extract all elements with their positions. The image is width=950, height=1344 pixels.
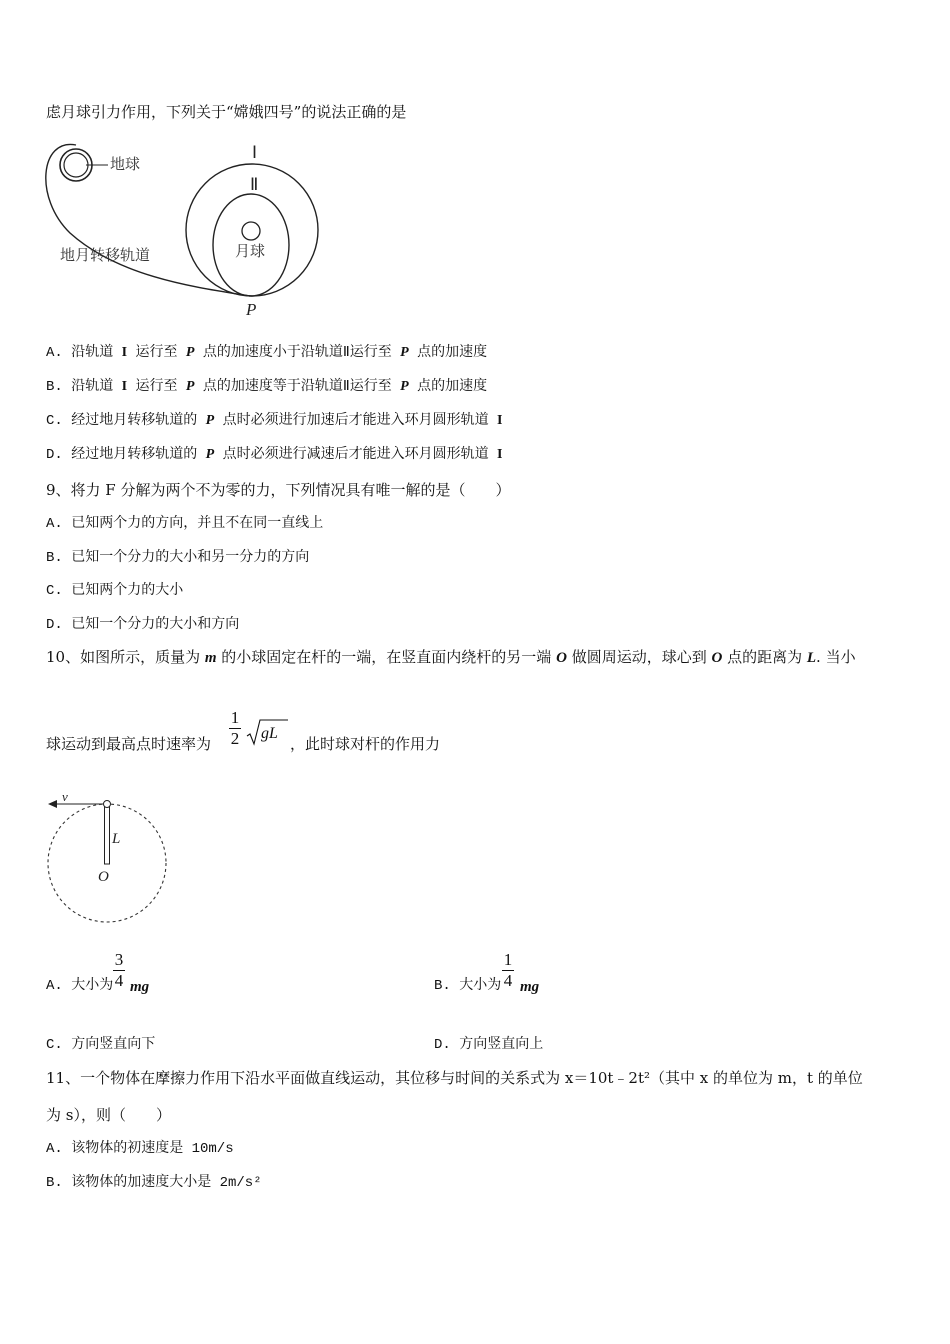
orbit-diagram xyxy=(40,138,340,320)
question-intro: 虑月球引力作用，下列关于“嫦娥四号”的说法正确的是 xyxy=(46,103,407,121)
q9-option-a[interactable]: A. 已知两个力的方向，并且不在同一直线上 xyxy=(46,516,324,532)
q10-option-b[interactable]: B. 大小为 xyxy=(434,978,502,994)
q9-option-b[interactable]: B. 已知一个分力的大小和另一分力的方向 xyxy=(46,550,310,566)
q9-stem: 9、将力 F 分解为两个不为零的力，下列情况具有唯一解的是（ ） xyxy=(46,481,511,499)
option-a-unit: mg xyxy=(130,979,150,995)
moon-label: 月球 xyxy=(235,244,266,260)
q8-option-d[interactable]: D. 经过地月转移轨道的 P 点时必须进行减速后才能进入环月圆形轨道 I xyxy=(46,447,503,463)
earth-label: 地球 xyxy=(110,157,141,173)
pivot-label: O xyxy=(98,869,109,885)
q8-option-b[interactable]: B. 沿轨道 I 运行至 P 点的加速度等于沿轨道Ⅱ运行至 P 点的加速度 xyxy=(46,379,488,395)
rod-diagram xyxy=(40,788,180,928)
orbit-1-label: Ⅰ xyxy=(252,143,258,162)
q10-option-a[interactable]: A. 大小为 xyxy=(46,978,114,994)
ball xyxy=(104,801,111,808)
q9-option-d[interactable]: D. 已知一个分力的大小和方向 xyxy=(46,617,240,633)
moon-circle xyxy=(242,222,260,240)
speed-fraction: 1 2 xyxy=(230,708,240,748)
rod xyxy=(105,804,110,864)
q10-stem-line2-pre: 球运动到最高点时速率为 xyxy=(46,735,212,753)
velocity-arrow xyxy=(48,800,57,808)
q10-stem-line1: 10、如图所示，质量为 m 的小球固定在杆的一端，在竖直面内绕杆的另一端 O 做圆周运动，球心到 O 点的距离为 L. 当小 xyxy=(46,648,856,666)
option-b-unit: mg xyxy=(520,979,540,995)
q10-option-c[interactable]: C. 方向竖直向下 xyxy=(46,1037,156,1053)
transfer-label: 地月转移轨道 xyxy=(60,248,151,264)
option-a-fraction: 3 4 xyxy=(114,950,124,990)
point-p-label: P xyxy=(246,300,257,319)
q11-stem-line1: 11、一个物体在摩擦力作用下沿水平面做直线运动，其位移与时间的关系式为 x＝10t﹣2t²（其中 x 的单位为 m，t 的单位 xyxy=(46,1069,863,1087)
option-b-fraction: 1 4 xyxy=(503,950,513,990)
q11-stem-line2: 为 s），则（ ） xyxy=(46,1106,171,1124)
q10-option-d[interactable]: D. 方向竖直向上 xyxy=(434,1037,544,1053)
q10-stem-line2-post: ，此时球对杆的作用力 xyxy=(290,735,441,753)
q11-option-b[interactable]: B. 该物体的加速度大小是 2m/s² xyxy=(46,1175,262,1191)
length-label: L xyxy=(112,831,121,847)
q8-option-c[interactable]: C. 经过地月转移轨道的 P 点时必须进行加速后才能进入环月圆形轨道 I xyxy=(46,413,503,429)
velocity-label: v xyxy=(62,789,68,804)
sqrt-content: gL xyxy=(261,725,278,742)
q9-option-c[interactable]: C. 已知两个力的大小 xyxy=(46,583,184,599)
q8-option-a[interactable]: A. 沿轨道 I 运行至 P 点的加速度小于沿轨道Ⅱ运行至 P 点的加速度 xyxy=(46,345,488,361)
q11-option-a[interactable]: A. 该物体的初速度是 10m/s xyxy=(46,1141,234,1157)
orbit-2-label: Ⅱ xyxy=(250,175,259,194)
sqrt-sign xyxy=(246,718,288,746)
